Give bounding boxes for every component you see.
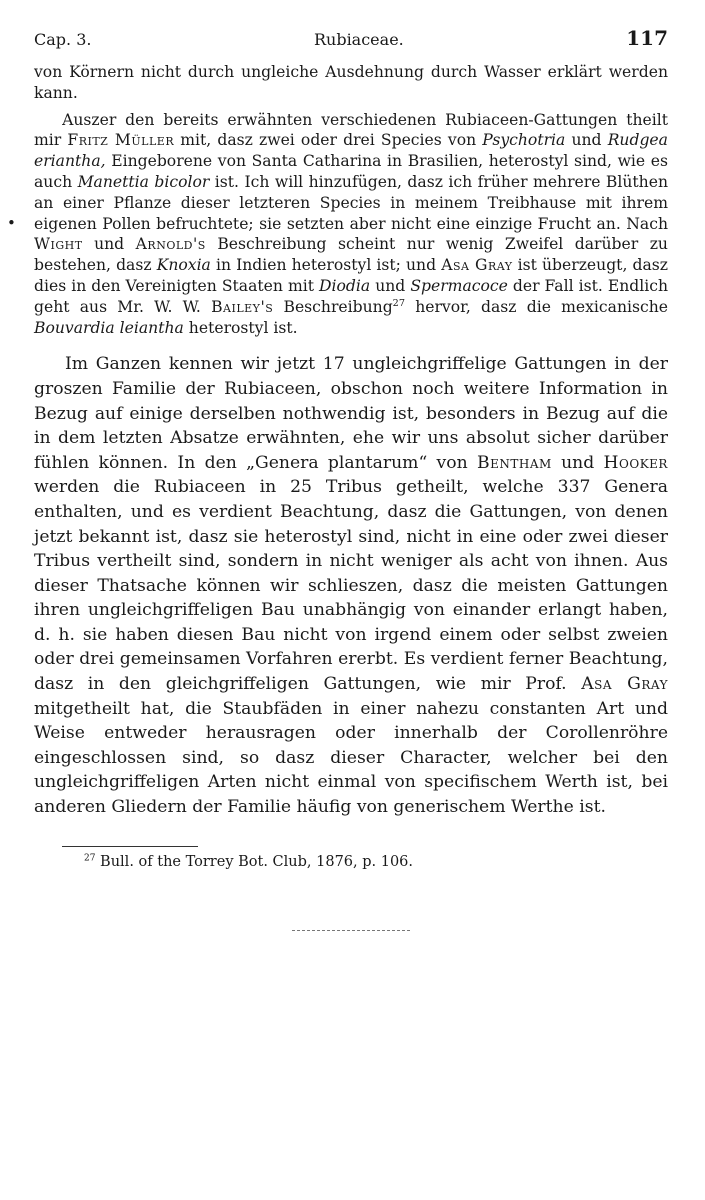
author-name: Asa Gray	[581, 674, 668, 695]
author-name: Wight	[34, 235, 83, 254]
taxon-name: Knoxia	[156, 256, 211, 275]
taxon-name: Spermacoce	[410, 276, 508, 295]
running-title: Rubiaceae.	[313, 30, 404, 49]
taxon-name: Bouvardia leiantha	[34, 318, 184, 337]
paragraph-summary: Im Ganzen kennen wir jetzt 17 ungleichgriffelige Gattungen in der groszen Familie der Rubiaceen, obschon noch weitere Information in Bezug auf einige derselben nothwendig ist, besonders in Bezug auf die in dem letzten Absatze erwähnten, ehe wir uns absolut sicher darüber fühlen können. In den „Genera plantarum“ von Bentham und Hooker werden die Rubiaceen in 25 Tribus getheilt, welche 337 Genera enthalten, und es verdient Beachtung, dasz die Gattungen, von denen jetzt bekannt ist, dasz sie heterostyl sind, nicht in eine oder zwei dieser Tribus vertheilt sind, sondern in nicht weniger als acht von ihnen. Aus dieser Thatsache können wir schlieszen, dasz die meisten Gattungen ihren ungleichgriffeligen Bau unabhängig von einander erlangt haben, d. h. sie haben diesen Bau nicht von irgend einem oder selbst zweien oder drei gemeinsamen Vorfahren ererbt. Es verdient ferner Beachtung, dasz in den gleichgriffeligen Gattungen, wie mir Prof. Asa Gray mitgetheilt hat, die Staubfäden in einer nahezu constanten Art und Weise entweder herausragen oder innerhalb der Corollenröhre eingeschlossen sind, so dasz dieser Character, welcher bei den ungleichgriffeligen Arten nicht einmal von specifischem Werth ist, bei anderen Gliedern der Familie häufig von generischem Werthe ist.	[34, 354, 668, 818]
footnote-separator	[62, 846, 198, 847]
body-text	[7, 62, 669, 820]
taxon-name: Diodia	[319, 276, 371, 295]
author-name: Asa Gray	[441, 256, 513, 275]
running-header	[34, 26, 668, 56]
author-name: Hooker	[603, 452, 668, 473]
paragraph-rubiaceae-genera: Auszer den bereits erwähnten verschiedenen Rubiaceen-Gattungen theilt mir Fritz Müller mit, dasz zwei oder drei Species von Psychotria und Rudgea eriantha, Eingeborene von Santa Catharina in Brasilien, heterostyl sind, wie es auch Manettia bicolor ist. Ich will hinzufügen, dasz ich früher mehrere Blüthen an einer Pflanze dieser letzteren Species in meinem Treibhause mit ihrem eigenen Pollen befruchtete; sie setzten aber nicht eine einzige Frucht an. Nach Wight und Arnold's Beschreibung scheint nur wenig Zweifel darüber zu bestehen, dasz Knoxia in Indien heterostyl ist; und Asa Gray ist überzeugt, dasz dies in den Vereinigten Staaten mit Diodia und Spermacoce der Fall ist. Endlich geht aus Mr. W. W. Bailey's Beschreibung$^{27}$ hervor, dasz die mexicanische Bouvardia leiantha heterostyl ist.	[34, 110, 669, 337]
chapter-label: Cap. 3.	[34, 30, 92, 49]
footnote-number: 27	[84, 853, 96, 864]
taxon-name: Psychotria	[482, 131, 566, 150]
end-rule	[292, 930, 410, 931]
taxon-name: Manettia bicolor	[77, 172, 210, 191]
footnote-reference[interactable]: 27	[392, 297, 405, 309]
footnote	[84, 853, 668, 872]
page-number: 117	[626, 26, 668, 50]
author-name: Arnold's	[135, 235, 206, 254]
author-name: Fritz Müller	[67, 131, 175, 150]
footnote-text: Bull. of the Torrey Bot. Club, 1876, p. 106.	[100, 853, 414, 870]
paragraph-continued: von Körnern nicht durch ungleiche Ausdehnung durch Wasser erklärt werden kann.	[34, 63, 668, 102]
author-name: Bentham	[476, 452, 552, 473]
page	[7, 26, 669, 931]
margin-mark: •	[7, 214, 16, 232]
taxon-name: Rudgea eriantha,	[34, 131, 668, 171]
author-name: Bailey's	[211, 297, 274, 316]
